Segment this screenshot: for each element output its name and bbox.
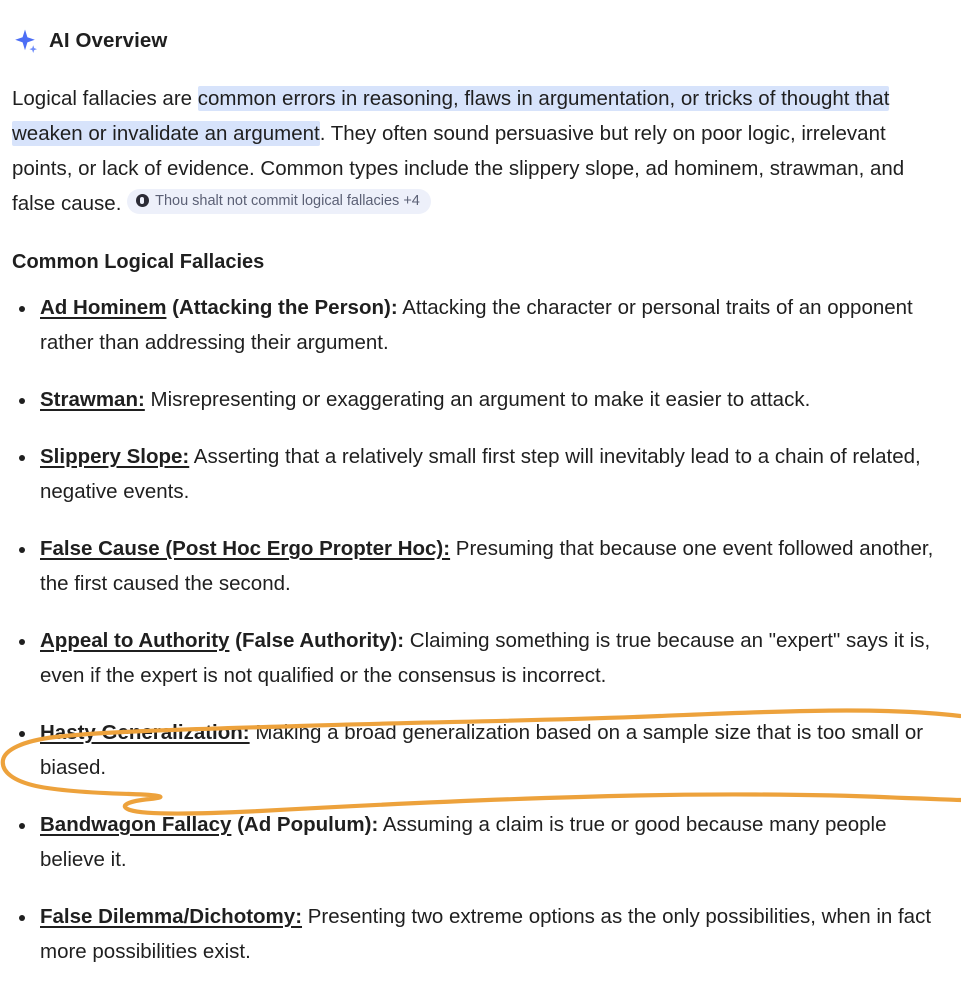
fallacy-term xyxy=(40,905,302,928)
list-item-highlighted xyxy=(12,715,937,785)
fallacy-term-rest: (Ad Populum): xyxy=(231,813,379,836)
list-item xyxy=(12,531,937,601)
fallacy-description: Presuming that because one event followed another, the first caused the second. xyxy=(40,537,934,595)
fallacy-description: Presenting two extreme options as the only possibilities, when in fact more possibilities exist. xyxy=(40,905,932,963)
fallacy-term xyxy=(40,721,250,744)
fallacy-term-underlined: Appeal to Authority xyxy=(40,629,230,652)
fallacy-term-underlined: Slippery Slope: xyxy=(40,445,190,468)
citation-label: Thou shalt not commit logical fallacies +4 xyxy=(155,192,420,209)
fallacy-term-underlined: Ad Hominem xyxy=(40,296,167,319)
fallacy-term-underlined: Strawman: xyxy=(40,388,145,411)
citation-source-icon xyxy=(136,194,149,207)
fallacy-term xyxy=(40,445,189,468)
section-heading: Common Logical Fallacies xyxy=(12,251,265,273)
page-title: AI Overview xyxy=(49,29,168,52)
list-item xyxy=(12,439,937,509)
intro-lead: Logical fallacies are xyxy=(12,87,198,110)
fallacy-term-rest: (False Authority): xyxy=(229,629,405,652)
fallacy-description: Attacking the character or personal traits of an opponent rather than addressing their argument. xyxy=(40,296,913,354)
sparkle-icon xyxy=(12,28,38,54)
citation-chip[interactable] xyxy=(127,189,431,214)
fallacy-term xyxy=(40,388,145,411)
fallacy-description: Assuming a claim is true or good because many people believe it. xyxy=(40,813,887,871)
list-item xyxy=(12,899,937,969)
intro-highlighted-text: common errors in reasoning, flaws in argumentation, or tricks of thought that weaken or invalidate an argument xyxy=(12,87,890,145)
fallacy-term-rest: (Attacking the Person): xyxy=(166,296,398,319)
fallacy-term xyxy=(40,629,404,652)
list-item xyxy=(12,623,937,693)
list-item xyxy=(12,382,937,417)
intro-rest: . They often sound persuasive but rely on poor logic, irrelevant points, or lack of evidence. Common types include the slippery slope, ad hominem, strawman, and false cause. xyxy=(12,122,905,215)
fallacy-term xyxy=(40,537,450,560)
list-item xyxy=(12,290,937,360)
fallacy-description: Making a broad generalization based on a sample size that is too small or biased. xyxy=(40,721,924,779)
fallacy-term-underlined: False Cause (Post Hoc Ergo Propter Hoc): xyxy=(40,537,451,560)
ai-overview-header xyxy=(0,0,961,58)
fallacy-description: Claiming something is true because an "expert" says it is, even if the expert is not qualified or the consensus is incorrect. xyxy=(40,629,931,687)
fallacy-term-underlined: Hasty Generalization: xyxy=(40,721,250,744)
fallacy-description: Asserting that a relatively small first step will inevitably lead to a chain of related, negative events. xyxy=(40,445,921,503)
ai-overview-content xyxy=(0,81,961,969)
list-item xyxy=(12,807,937,877)
fallacy-term-underlined: Bandwagon Fallacy xyxy=(40,813,232,836)
fallacy-description: Misrepresenting or exaggerating an argument to make it easier to attack. xyxy=(144,388,811,411)
intro-paragraph xyxy=(12,81,937,221)
fallacy-list xyxy=(12,290,937,969)
fallacy-term xyxy=(40,813,378,836)
fallacy-term xyxy=(40,296,398,319)
fallacy-term-underlined: False Dilemma/Dichotomy: xyxy=(40,905,303,928)
